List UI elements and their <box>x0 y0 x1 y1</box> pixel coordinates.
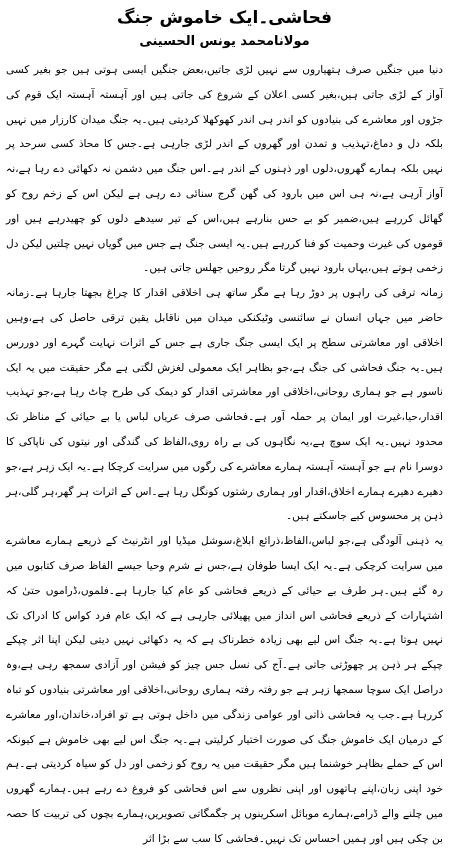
paragraph: دنیا میں جنگیں صرف ہتھیاروں سے نہیں لڑی جاتیں،بعض جنگیں ایسی ہوتی ہیں جو بغیر کسی آواز کے لڑی جاتی ہیں،بغیر کسی اعلان کے شروع کی جاتی ہیں اور آہستہ آہستہ ایک قوم کی جڑوں اور معاشرے کی بنیادوں کو اندر ہی اندر کھوکھلا کردیتی ہیں۔یہ جنگ میدان کارزار میں نہیں بلکہ دل و دماغ،تہذیب و تمدن اور گھروں کے اندر لڑی جارہی ہے۔جس کا محاذ کسی سرحد پر نہیں بلکہ ہمارے گھروں،دلوں اور ذہنوں کے اندر ہے۔اس جنگ میں دشمن نہ دکھائی دے رہا ہے،نہ آواز آرہی ہے،نہ ہی اس میں بارود کی گھن گرج سنائی دے رہی ہے لیکن اس کے زخم روح کو گھائل کررہے ہیں،ضمیر کو بے حس بنارہے ہیں،اس کے تیر سیدھے دلوں کو چھیدرہے ہیں اور قوموں کی غیرت وحمیت کو فنا کررہے ہیں۔یہ ایسی جنگ ہے جس میں گویاں نہیں چلتیں لیکن دل زخمی ہوتے ہیں،یہاں بارود نہیں گرتا مگر روحیں جھلس جاتی ہیں۔ <box>6 64 443 275</box>
paragraph: یہ ذہنی آلودگی ہے،جو لباس،الفاظ،ذرائع ابلاغ،سوشل میڈیا اور انٹرنیٹ کے ذریعے ہمارے معاشرے میں سرایت کرچکی ہے۔یہ ایک ایسا طوفان ہے،جس نے شرم وحیا جیسے الفاظ صرف کتابوں میں رہ گئے ہیں۔ہر طرف بے حیائی کے ذریعے فحاشی کو عام کیا جارہا ہے۔فلموں،ڈراموں حتیٰ کہ اشتہارات کے ذریعے فحاشی اس انداز میں پھیلائی جارہی ہے کہ ایک عام فرد کواس کا ادراک تک نہیں ہوتا ہے۔یہ جنگ اس لیے بھی زیادہ خطرناک ہے کہ یہ دکھائی نہیں دیتی لیکن اپنا اثر چپکے چپکے ہر ذہن پر چھوڑتی جاتی ہے۔آج کی نسل جس چیز کو فیشن اور آزادی سمجھ رہی ہے،وہ دراصل ایک سوچا سمجھا زہر ہے جو رفتہ رفتہ ہماری روحانی،اخلاقی اور معاشرتی بنیادوں کو تباہ کررہا ہے۔جب یہ فحاشی ذاتی اور عوامی زندگی میں داخل ہوتی ہے تو افراد،خاندان،اور معاشرے کے درمیان ایک خاموش جنگ کی صورت اختیار کرلیتی ہے۔یہ جنگ اس لیے بھی خاموش ہے کیونکہ اس کے حملے بظاہر خوشنما ہیں مگر حقیقت میں یہ روح کو زخمی اور دل کو سیاہ کردیتی ہے۔ہم خود اپنی زبان،اپنے ہاتھوں اور اپنی نظروں سے اس فحاشی کو فروغ دے رہے ہیں۔ہمارے گھروں میں چلنے والے ڈرامے،ہمارے موبائل اسکرینوں پر جگمگاتی تصویریں،ہمارے بچوں کی تربیت کا حصہ بن چکی ہیں اور ہمیں احساس تک نہیں۔فحاشی کا سب سے بڑا اثر <box>6 535 443 845</box>
author-name: مولانامحمد یونس الحسینی <box>139 34 310 49</box>
article-title: فحاشی۔ایک خاموش جنگ <box>117 8 332 28</box>
article-body <box>6 58 443 852</box>
paragraph: زمانہ ترقی کی راہوں پر دوڑ رہا ہے مگر ساتھ ہی اخلاقی اقدار کا چراغ بجھتا جارہا ہے۔زمانہ حاضر میں جہاں انسان نے سائنسی وٹیکنکی میدان میں ناقابل یقین ترقی حاصل کی ہے،وہیں اخلاقی اور معاشرتی سطح پر ایک ایسی جنگ جاری ہے جس کے اثرات نہایت گہرے اور دوررس ہیں۔یہ جنگ فحاشی کی جنگ ہے،جو بظاہر ایک معمولی لغزش لگتی ہے مگر حقیقت میں یہ ایک ناسور ہے جو ہماری روحانی،اخلاقی اور معاشرتی اقدار کو دیمک کی طرح چاٹ رہا ہے،جو تہذیب اقدار،حیا،غیرت اور ایمان پر حملہ آور ہے۔فحاشی صرف عریاں لباس یا بے حیائی کے مناظر تک محدود نہیں۔یہ ایک سوچ ہے،یہ نگاہوں کی بے راہ روی،الفاظ کی گندگی اور نیتوں کی ناپاکی کا دوسرا نام ہے جو آہستہ آہستہ ہمارے معاشرے کی رگوں میں سرایت کرچکا ہے۔یہ ایک زہر ہے،جو دھیرے دھیرے ہمارے اخلاق،اقدار اور ہماری رشتوں کونگل رہا ہے۔اس کے اثرات ہر گھر،ہر گلی،ہر ذہن پر محسوس کیے جاسکتے ہیں۔ <box>6 287 443 523</box>
